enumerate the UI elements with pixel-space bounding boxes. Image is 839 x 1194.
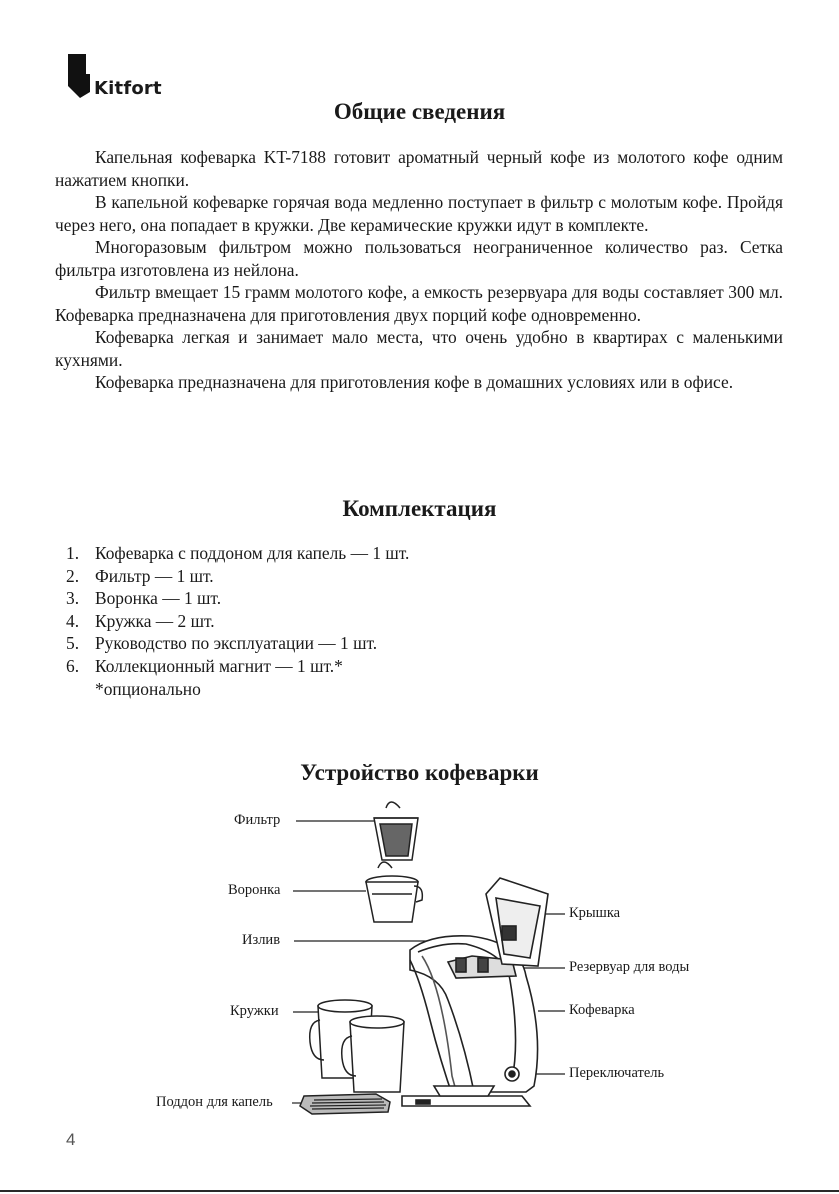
paragraph: Кофеварка легкая и занимает мало места, что очень удобно в квартирах с маленькими кухнями. xyxy=(55,327,783,370)
list-item-text: Воронка — 1 шт. xyxy=(95,588,222,609)
label-drip-tray: Поддон для капель xyxy=(156,1094,273,1110)
label-coffee-maker: Кофеварка xyxy=(569,1002,635,1018)
kitfort-logo-mark-icon xyxy=(66,52,92,98)
device-diagram xyxy=(0,790,839,1130)
drip-tray-icon xyxy=(300,1094,390,1114)
list-item-text: Фильтр — 1 шт. xyxy=(95,565,214,586)
list-item-text: Коллекционный магнит — 1 шт.* xyxy=(95,655,343,676)
brand-name: Kitfort xyxy=(94,78,162,99)
list-item-number: 1. xyxy=(66,543,80,563)
section-title-general: Общие сведения xyxy=(333,99,506,124)
list-item-number: 5. xyxy=(66,633,80,654)
funnel-icon xyxy=(366,862,422,922)
package-list xyxy=(66,542,766,700)
section-title-package: Комплектация xyxy=(342,496,497,521)
list-item-number: 4. xyxy=(66,610,80,631)
list-item-text: Кружка — 2 шт. xyxy=(95,610,215,631)
label-switch: Переключатель xyxy=(569,1065,665,1081)
list-item xyxy=(66,632,766,655)
page-number: 4 xyxy=(66,1130,76,1149)
list-item-number: 6. xyxy=(66,655,80,676)
page-bottom-border xyxy=(0,1190,839,1192)
general-info-text xyxy=(55,146,783,394)
list-item xyxy=(66,587,766,610)
paragraph: Капельная кофеварка KT-7188 готовит ароматный черный кофе из молотого кофе одним нажатием кнопки. xyxy=(55,147,783,190)
label-mugs: Кружки xyxy=(230,1003,279,1019)
paragraph: Фильтр вмещает 15 грамм молотого кофе, а емкость резервуара для воды составляет 300 мл. Кофеварка предназначена для приготовления двух порций кофе одновременно. xyxy=(55,282,783,325)
paragraph: В капельной кофеварке горячая вода медленно поступает в фильтр с молотым кофе. Пройдя через него, она попадает в кружки. Две керамические кружки идут в комплекте. xyxy=(55,192,783,235)
list-item xyxy=(66,655,766,678)
label-reservoir: Резервуар для воды xyxy=(569,959,690,975)
list-item-text: Руководство по эксплуатации — 1 шт. xyxy=(95,633,378,654)
list-item-text: Кофеварка с поддоном для капель — 1 шт. xyxy=(95,543,410,563)
list-item xyxy=(66,565,766,588)
section-title-device: Устройство кофеварки xyxy=(300,760,539,785)
list-item-number: 3. xyxy=(66,588,80,609)
list-item xyxy=(66,610,766,633)
filter-icon xyxy=(374,802,418,860)
label-spout: Излив xyxy=(242,932,281,948)
mugs-icon xyxy=(310,1000,404,1092)
paragraph: Кофеварка предназначена для приготовления кофе в домашних условиях или в офисе. xyxy=(95,372,734,392)
optional-note: *опционально xyxy=(95,678,201,699)
coffee-maker-illustration xyxy=(0,790,839,1130)
list-item xyxy=(66,542,766,565)
label-funnel: Воронка xyxy=(228,882,281,898)
label-filter: Фильтр xyxy=(234,812,281,828)
kitfort-logo xyxy=(66,52,176,100)
label-lid: Крышка xyxy=(569,905,621,921)
list-item-number: 2. xyxy=(66,565,80,586)
paragraph: Многоразовым фильтром можно пользоваться неограниченное количество раз. Сетка фильтра изготовлена из нейлона. xyxy=(55,237,783,280)
coffee-maker-body-icon xyxy=(402,878,548,1106)
